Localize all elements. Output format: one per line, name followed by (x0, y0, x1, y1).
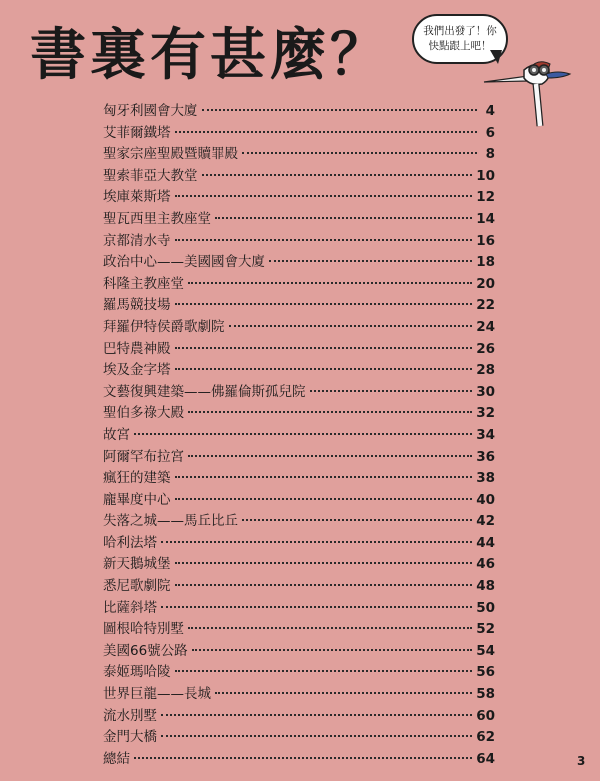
toc-entry-page-number: 8 (485, 146, 495, 163)
toc-entry-title: 聖瓦西里主教座堂 (103, 210, 211, 227)
toc-entry[interactable] (103, 554, 495, 576)
toc-dot-leader (215, 217, 472, 219)
toc-entry-title: 羅馬競技場 (103, 297, 171, 314)
toc-entry-page-number: 18 (476, 254, 495, 271)
toc-entry-title: 科隆主教座堂 (103, 275, 184, 292)
toc-entry-page-number: 56 (476, 664, 495, 681)
toc-entry[interactable] (103, 317, 495, 339)
toc-entry-title: 流水別墅 (103, 707, 157, 724)
toc-entry-title: 聖家宗座聖殿暨贖罪殿 (103, 146, 238, 163)
toc-dot-leader (175, 562, 473, 564)
toc-entry-title: 金門大橋 (103, 729, 157, 746)
toc-dot-leader (175, 303, 473, 305)
toc-entry-title: 總結 (103, 750, 130, 767)
toc-entry-page-number: 34 (476, 426, 495, 443)
toc-entry-title: 世界巨龍——長城 (103, 686, 211, 703)
toc-entry[interactable] (103, 339, 495, 361)
toc-dot-leader (188, 627, 472, 629)
toc-dot-leader (175, 368, 473, 370)
toc-entry-page-number: 62 (476, 729, 495, 746)
toc-dot-leader (175, 131, 478, 133)
toc-dot-leader (175, 195, 473, 197)
toc-entry-page-number: 30 (476, 383, 495, 400)
speech-bubble-line-1: 我們出發了！你 (423, 25, 497, 37)
toc-dot-leader (202, 174, 473, 176)
toc-entry[interactable] (103, 468, 495, 490)
toc-dot-leader (134, 757, 472, 759)
toc-entry-page-number: 28 (476, 362, 495, 379)
toc-entry-title: 匈牙利國會大廈 (103, 103, 198, 119)
toc-entry[interactable] (103, 576, 495, 598)
toc-entry-title: 泰姬瑪哈陵 (103, 664, 171, 681)
toc-dot-leader (229, 325, 473, 327)
toc-entry-page-number: 48 (476, 578, 495, 595)
toc-entry[interactable] (103, 749, 495, 771)
toc-entry-title: 艾菲爾鐵塔 (103, 124, 171, 141)
toc-entry-title: 美國66號公路 (103, 642, 188, 659)
toc-dot-leader (175, 498, 473, 500)
toc-entry-page-number: 60 (476, 707, 495, 724)
toc-entry-page-number: 10 (476, 167, 495, 184)
toc-entry-page-number: 22 (476, 297, 495, 314)
toc-entry-page-number: 54 (476, 642, 495, 659)
toc-entry-title: 聖索菲亞大教堂 (103, 167, 198, 184)
toc-dot-leader (188, 411, 472, 413)
toc-entry-title: 拜羅伊特侯爵歌劇院 (103, 318, 225, 335)
toc-entry-page-number: 32 (476, 405, 495, 422)
toc-entry[interactable] (103, 144, 495, 166)
toc-dot-leader (242, 519, 472, 521)
toc-entry[interactable] (103, 123, 495, 145)
toc-entry-page-number: 46 (476, 556, 495, 573)
toc-dot-leader (161, 735, 472, 737)
toc-entry-page-number: 14 (476, 210, 495, 227)
toc-dot-leader (202, 109, 478, 111)
toc-entry-page-number: 52 (476, 621, 495, 638)
toc-dot-leader (175, 670, 473, 672)
toc-entry-page-number: 38 (476, 470, 495, 487)
toc-entry[interactable] (103, 727, 495, 749)
toc-dot-leader (175, 347, 473, 349)
toc-entry-title: 比薩斜塔 (103, 599, 157, 616)
toc-entry[interactable] (103, 511, 495, 533)
toc-entry[interactable] (103, 425, 495, 447)
toc-entry-page-number: 42 (476, 513, 495, 530)
toc-entry-page-number: 24 (476, 318, 495, 335)
toc-entry-page-number: 12 (476, 189, 495, 206)
toc-dot-leader (242, 152, 477, 154)
toc-dot-leader (215, 692, 472, 694)
toc-entry-page-number: 58 (476, 686, 495, 703)
toc-entry-page-number: 36 (476, 448, 495, 465)
toc-entry-page-number: 16 (476, 232, 495, 249)
toc-entry-page-number: 50 (476, 599, 495, 616)
toc-entry-title: 龐畢度中心 (103, 491, 171, 508)
toc-dot-leader (192, 649, 473, 651)
toc-entry[interactable] (103, 662, 495, 684)
toc-entry-title: 巴特農神殿 (103, 340, 171, 357)
page-number: 3 (577, 754, 586, 768)
speech-bubble-line-2: 快點跟上吧！ (428, 40, 492, 52)
toc-entry-title: 失落之城——馬丘比丘 (103, 513, 238, 530)
toc-entry[interactable] (103, 403, 495, 425)
toc-entry-title: 瘋狂的建築 (103, 470, 171, 487)
toc-entry[interactable] (103, 684, 495, 706)
toc-entry-title: 政治中心——美國國會大廈 (103, 254, 265, 271)
toc-entry[interactable] (103, 101, 495, 123)
toc-entry-page-number: 40 (476, 491, 495, 508)
toc-dot-leader (188, 455, 472, 457)
toc-entry-page-number: 20 (476, 275, 495, 292)
toc-entry[interactable] (103, 619, 495, 641)
toc-entry-title: 故宮 (103, 426, 130, 443)
toc-entry[interactable] (103, 295, 495, 317)
toc-entry[interactable] (103, 382, 495, 404)
toc-entry-title: 悉尼歌劇院 (103, 578, 171, 595)
toc-entry[interactable] (103, 231, 495, 253)
toc-entry-page-number: 4 (485, 103, 495, 119)
toc-entry-title: 阿爾罕布拉宮 (103, 448, 184, 465)
toc-entry[interactable] (103, 274, 495, 296)
toc-entry-title: 圖根哈特別墅 (103, 621, 184, 638)
toc-entry[interactable] (103, 490, 495, 512)
toc-dot-leader (134, 433, 472, 435)
toc-entry[interactable] (103, 187, 495, 209)
toc-entry-title: 哈利法塔 (103, 534, 157, 551)
toc-entry[interactable] (103, 166, 495, 188)
toc-dot-leader (161, 714, 472, 716)
toc-dot-leader (310, 390, 473, 392)
toc-entry[interactable] (103, 641, 495, 663)
toc-entry[interactable] (103, 252, 495, 274)
toc-entry-title: 文藝復興建築——佛羅倫斯孤兒院 (103, 383, 306, 400)
toc-dot-leader (269, 260, 472, 262)
toc-entry[interactable] (103, 360, 495, 382)
toc-entry-page-number: 6 (485, 124, 495, 141)
toc-entry-page-number: 64 (476, 750, 495, 767)
toc-entry-title: 埃及金字塔 (103, 362, 171, 379)
toc-entry[interactable] (103, 209, 495, 231)
toc-dot-leader (161, 606, 472, 608)
toc-entry-title: 京都清水寺 (103, 232, 171, 249)
page-title: 書裏有甚麼？ (30, 23, 390, 88)
toc-entry-page-number: 26 (476, 340, 495, 357)
toc-dot-leader (175, 584, 473, 586)
toc-dot-leader (175, 239, 473, 241)
toc-entry[interactable] (103, 447, 495, 469)
toc-entry-title: 新天鵝城堡 (103, 556, 171, 573)
toc-dot-leader (175, 476, 473, 478)
toc-entry-page-number: 44 (476, 534, 495, 551)
toc-entry-title: 埃庫萊斯塔 (103, 189, 171, 206)
toc-entry-title: 聖伯多祿大殿 (103, 405, 184, 422)
toc-dot-leader (161, 541, 472, 543)
toc-dot-leader (188, 282, 472, 284)
toc-entry[interactable] (103, 598, 495, 620)
toc-entry[interactable] (103, 706, 495, 728)
table-of-contents (103, 101, 495, 770)
toc-entry[interactable] (103, 533, 495, 555)
